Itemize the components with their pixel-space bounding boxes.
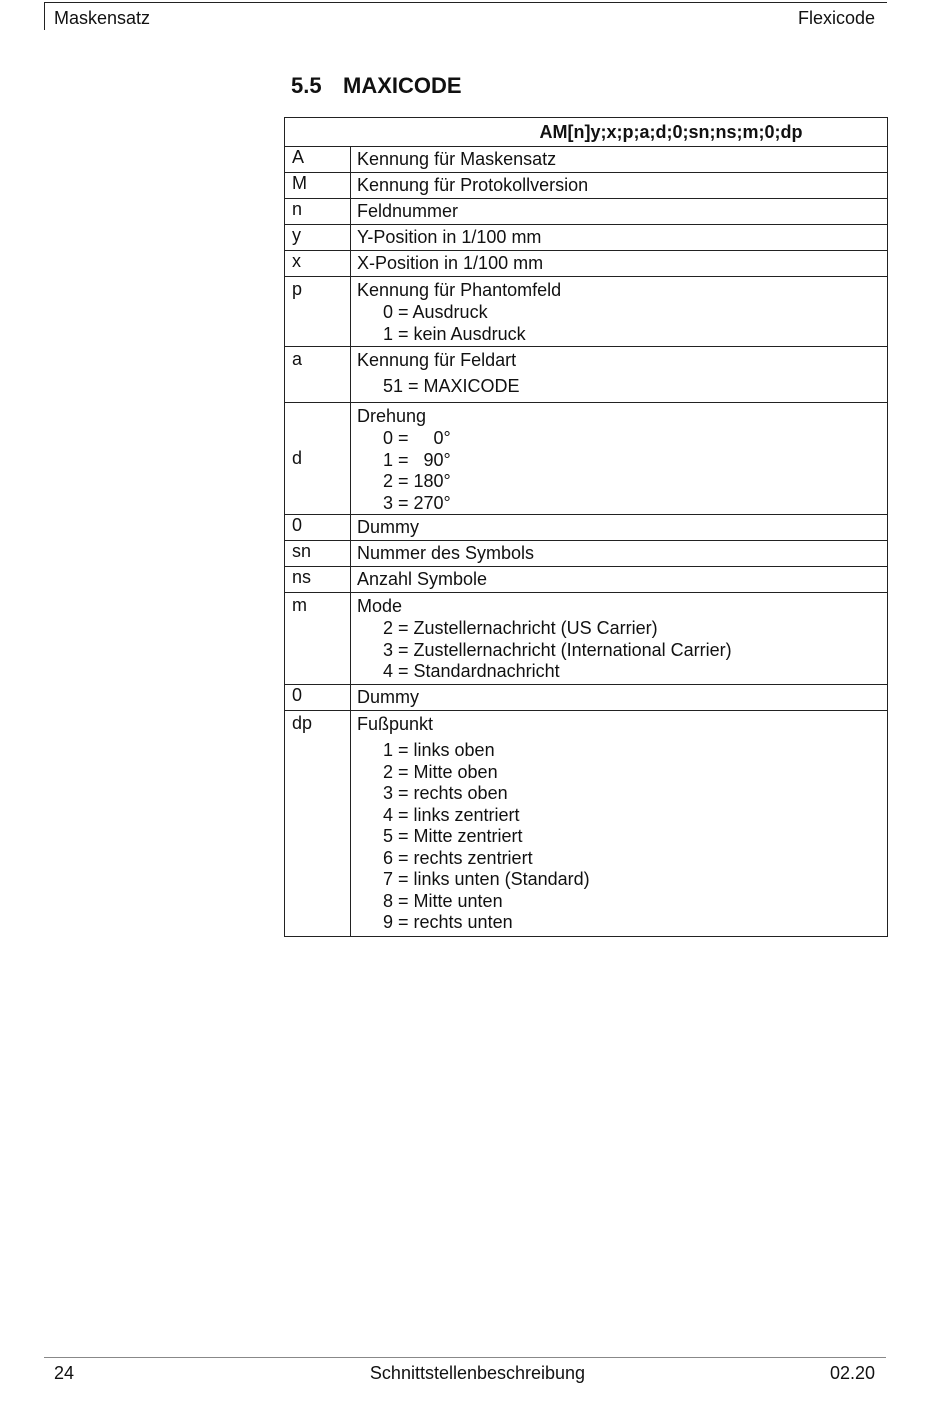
- param-key: 0: [285, 515, 351, 541]
- param-key: A: [285, 147, 351, 173]
- param-cell: [351, 277, 888, 347]
- param-key: x: [285, 251, 351, 277]
- option-item: 0 = Ausdruck: [383, 302, 488, 322]
- footer-version: 02.20: [829, 1363, 875, 1383]
- option-item: 8 = Mitte unten: [383, 890, 503, 911]
- param-key: p: [285, 277, 351, 347]
- param-key: a: [285, 347, 351, 403]
- param-desc: X-Position in 1/100 mm: [351, 251, 888, 277]
- header-left: Maskensatz: [54, 8, 151, 28]
- param-desc: Nummer des Symbols: [351, 541, 888, 567]
- param-desc: Dummy: [351, 515, 888, 541]
- option-item: 2 = 180°: [383, 471, 451, 491]
- option-item: 9 = rechts unten: [383, 912, 513, 932]
- footer-rule: [44, 1357, 886, 1358]
- option-item: 1 = 90°: [383, 449, 451, 470]
- option-item: 1 = kein Ausdruck: [383, 323, 526, 344]
- option-item: 1 = links oben: [383, 740, 495, 760]
- param-desc: Kennung für Protokollversion: [351, 173, 888, 199]
- param-key: m: [285, 593, 351, 685]
- param-key: 0: [285, 685, 351, 711]
- header-rule: [44, 2, 887, 30]
- section-number: 5.5: [291, 73, 322, 98]
- option-item: 4 = links zentriert: [383, 804, 520, 825]
- option-item: 2 = Zustellernachricht (US Carrier): [383, 618, 658, 638]
- option-item: 4 = Standardnachricht: [383, 661, 560, 681]
- param-desc: Y-Position in 1/100 mm: [351, 225, 888, 251]
- option-item: 3 = rechts oben: [383, 783, 508, 803]
- param-desc: Drehung: [357, 406, 427, 426]
- option-item: 7 = links unten (Standard): [383, 869, 590, 889]
- option-item: 2 = Mitte oben: [383, 761, 498, 782]
- param-cell: [351, 347, 888, 403]
- param-cell: [351, 593, 888, 685]
- param-desc: Anzahl Symbole: [351, 567, 888, 593]
- param-desc: Feldnummer: [351, 199, 888, 225]
- param-desc: Kennung für Feldart: [357, 350, 517, 370]
- header-right: Flexicode: [797, 8, 875, 28]
- option-item: 0 = 0°: [383, 428, 451, 448]
- param-key: d: [285, 403, 351, 515]
- param-desc: Fußpunkt: [357, 714, 434, 734]
- page-number: 24: [54, 1363, 75, 1383]
- param-cell: [351, 711, 888, 937]
- option-item: 51 = MAXICODE: [383, 376, 520, 396]
- option-item: 6 = rechts zentriert: [383, 847, 533, 868]
- param-key: sn: [285, 541, 351, 567]
- option-item: 5 = Mitte zentriert: [383, 826, 523, 846]
- section-heading: [291, 73, 462, 99]
- param-key: M: [285, 173, 351, 199]
- param-key: ns: [285, 567, 351, 593]
- parameter-table: [284, 117, 888, 937]
- param-cell: [351, 403, 888, 515]
- option-item: 3 = 270°: [383, 492, 451, 513]
- footer-title: Schnittstellenbeschreibung: [369, 1363, 586, 1383]
- param-desc: Kennung für Maskensatz: [351, 147, 888, 173]
- option-item: 3 = Zustellernachricht (International Carrier): [383, 639, 732, 660]
- param-key: n: [285, 199, 351, 225]
- param-key: dp: [285, 711, 351, 937]
- param-key: y: [285, 225, 351, 251]
- param-desc: Dummy: [351, 685, 888, 711]
- section-title: MAXICODE: [343, 73, 462, 98]
- syntax-header: AM[n]y;x;p;a;d;0;sn;ns;m;0;dp: [285, 118, 888, 147]
- param-desc: Kennung für Phantomfeld: [357, 280, 562, 300]
- param-desc: Mode: [357, 596, 403, 616]
